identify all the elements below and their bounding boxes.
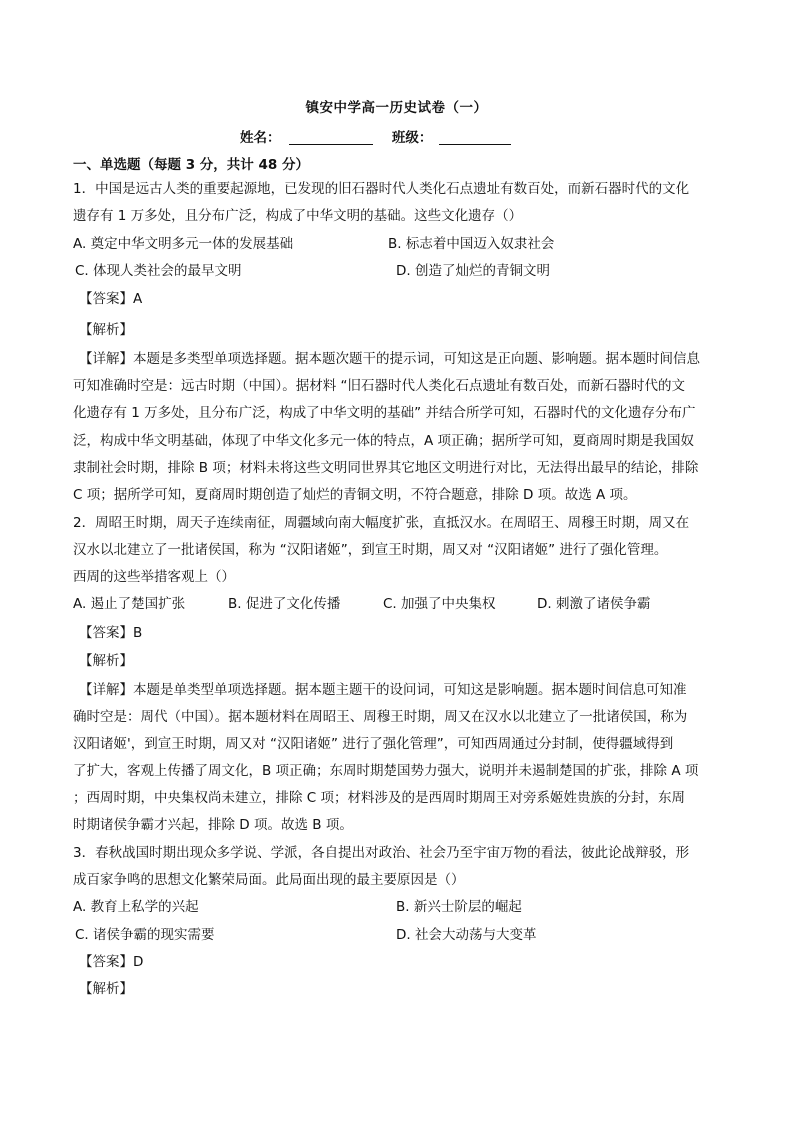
q3-option-a: A. 教育上私学的兴起	[73, 899, 199, 915]
class-blank[interactable]	[439, 130, 511, 145]
q1-option-b: B. 标志着中国迈入奴隶社会	[388, 236, 555, 252]
q3-stem-line-1: 3．春秋战国时期出现众多学说、学派，各自提出对政治、社会乃至宇宙万物的看法，彼此论战辩驳，形	[73, 845, 690, 861]
q3-analysis-label: 【解析】	[79, 981, 133, 997]
q2-analysis-label: 【解析】	[79, 653, 133, 669]
q2-detail-line: 时期诸侯争霸才兴起，排除 D 项。故选 B 项。	[73, 817, 353, 833]
q2-option-b: B. 促进了文化传播	[228, 596, 341, 612]
q1-stem-line-1: 1．中国是远古人类的重要起源地，已发现的旧石器时代人类化石点遗址有数百处，而新石器时代的文化	[73, 181, 690, 197]
q2-option-c: C. 加强了中央集权	[383, 596, 496, 612]
q2-stem-line-3: 西周的这些举措客观上（）	[73, 569, 235, 585]
q1-analysis-label: 【解析】	[79, 322, 133, 338]
class-label: 班级：	[391, 130, 433, 146]
name-label: 姓名：	[240, 130, 281, 146]
section-heading: 一、单选题（每题 3 分，共计 48 分）	[73, 157, 309, 173]
q1-detail-line: 隶制社会时期，排除 B 项；材料未将这些文明同世界其它地区文明进行对比，无法得出最早的结论，排除	[73, 460, 699, 476]
q2-detail-line: 了扩大，客观上传播了周文化，B 项正确；东周时期楚国势力强大，说明并未遏制楚国的扩张，排除 A 项	[73, 763, 699, 779]
q1-option-c: C. 体现人类社会的最早文明	[75, 263, 242, 279]
name-blank[interactable]	[289, 130, 373, 145]
q3-option-b: B. 新兴士阶层的崛起	[396, 899, 522, 915]
q1-detail-line: 【详解】本题是多类型单项选择题。据本题次题干的提示词，可知这是正向题、影响题。据本题时间信息	[79, 351, 700, 367]
q2-detail-line: 【详解】本题是单类型单项选择题。据本题主题干的设问词，可知这是影响题。据本题时间信息可知准	[79, 682, 687, 698]
q2-detail-line: ；西周时期，中央集权尚未建立，排除 C 项；材料涉及的是西周时期周王对旁系姬姓贵族的分封，东周	[73, 790, 686, 806]
q1-detail-line: 泛，构成中华文明基础，体现了中华文化多元一体的特点，A 项正确；据所学可知，夏商周时期是我国奴	[73, 433, 695, 449]
q2-detail-line: 汉阳诸姬'，到宣王时期，周又对 “汉阳诸姬” 进行了强化管理”，可知西周通过分封制，使得疆域得到	[73, 736, 674, 752]
q1-option-d: D. 创造了灿烂的青铜文明	[396, 263, 550, 279]
q3-option-c: C. 诸侯争霸的现实需要	[75, 927, 215, 943]
q3-stem-line-2: 成百家争鸣的思想文化繁荣局面。此局面出现的最主要原因是（）	[73, 872, 465, 888]
q1-detail-line: C 项；据所学可知，夏商周时期创造了灿烂的青铜文明，不符合题意，排除 D 项。故选 A 项。	[73, 487, 637, 503]
q2-detail-line: 确时空是：周代（中国）。据本题材料在周昭王、周穆王时期，周又在汉水以北建立了一批诸侯国，称为	[73, 709, 688, 725]
q1-option-a: A. 奠定中华文明多元一体的发展基础	[73, 236, 294, 252]
q2-option-a: A. 遏止了楚国扩张	[73, 596, 186, 612]
q3-answer: 【答案】D	[79, 954, 144, 970]
q1-answer: 【答案】A	[79, 291, 143, 307]
q3-option-d: D. 社会大动荡与大变革	[396, 927, 537, 943]
q2-option-d: D. 刺激了诸侯争霸	[537, 596, 651, 612]
q2-stem-line-1: 2．周昭王时期，周天子连续南征，周疆域向南大幅度扩张，直抵汉水。在周昭王、周穆王时期，周又在	[73, 515, 690, 531]
exam-title: 镇安中学高一历史试卷（一）	[305, 100, 488, 116]
q1-detail-line: 化遗存有 1 万多处，且分布广泛，构成了中华文明的基础” 并结合所学可知，石器时代的文化遗存分布广	[73, 405, 696, 421]
q1-detail-line: 可知准确时空是：远古时期（中国）。据材料 “旧石器时代人类化石点遗址有数百处，而新石器时代的文	[73, 378, 686, 394]
q2-answer: 【答案】B	[79, 625, 143, 641]
student-info-line	[240, 126, 511, 146]
q1-stem-line-2: 遗存有 1 万多处，且分布广泛，构成了中华文明的基础。这些文化遗存（）	[73, 208, 523, 224]
q2-stem-line-2: 汉水以北建立了一批诸侯国，称为 “汉阳诸姬”，到宣王时期，周又对 “汉阳诸姬” 进行了强化管理。	[73, 542, 668, 558]
